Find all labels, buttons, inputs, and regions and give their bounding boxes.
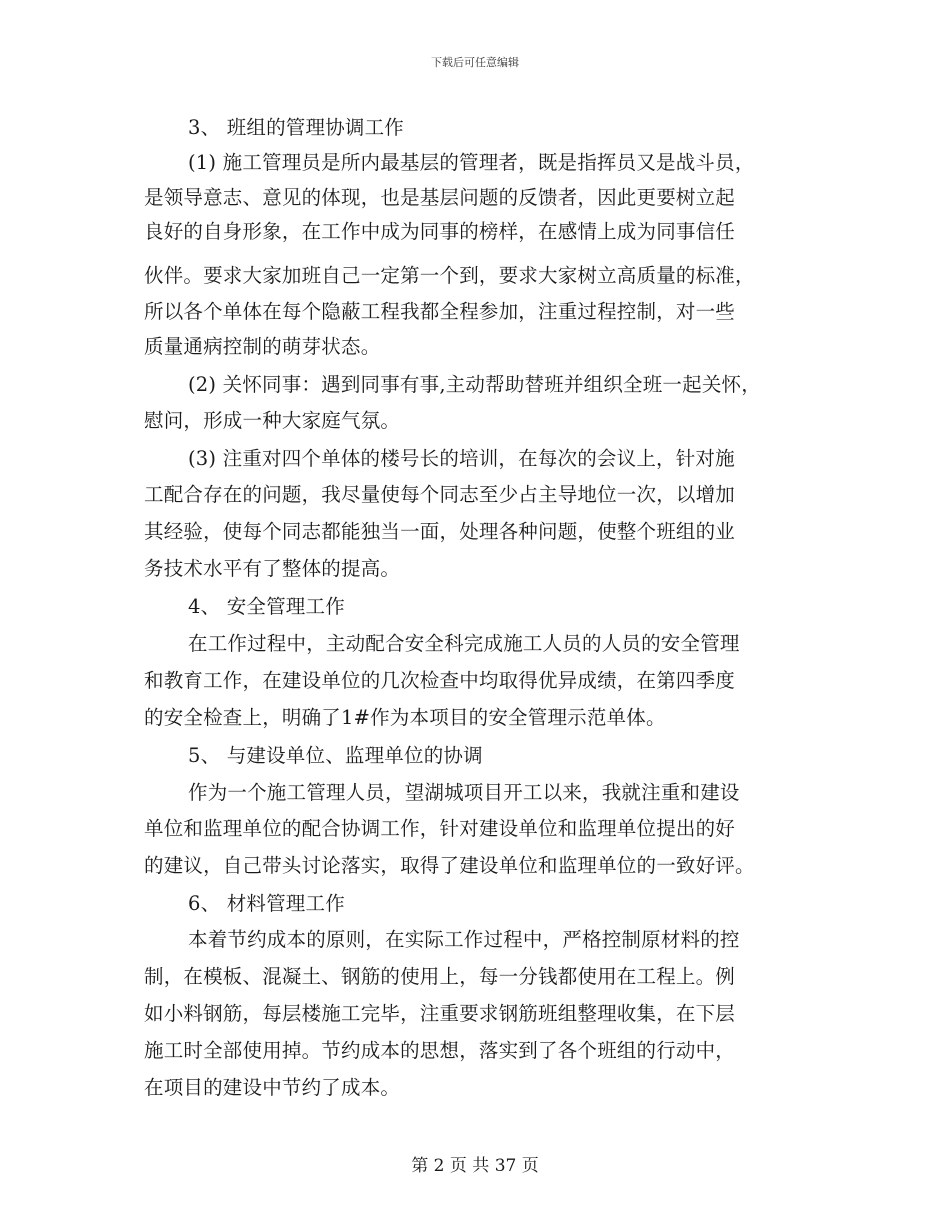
body-line: 如小料钢筋，每层楼施工完毕，注重要求钢筋班组整理收集，在下层 bbox=[144, 1002, 736, 1025]
body-line: (1) 施工管理员是所内最基层的管理者，既是指挥员又是战斗员， bbox=[188, 151, 755, 174]
body-line: 伙伴。要求大家加班自己一定第一个到，要求大家树立高质量的标准， bbox=[144, 264, 755, 287]
body-line: (2) 关怀同事：遇到同事有事,主动帮助替班并组织全班一起关怀， bbox=[188, 373, 761, 396]
heading-3: 3、 班组的管理协调工作 bbox=[188, 116, 405, 139]
body-line: 其经验，使每个同志都能独当一面，处理各种问题，使整个班组的业 bbox=[144, 520, 736, 543]
body-line: (3) 注重对四个单体的楼号长的培训，在每次的会议上，针对施 bbox=[188, 447, 735, 470]
heading-4: 4、 安全管理工作 bbox=[188, 595, 345, 618]
body-line: 所以各个单体在每个隐蔽工程我都全程参加，注重过程控制，对一些 bbox=[144, 300, 736, 323]
body-line: 是领导意志、意见的体现，也是基层问题的反馈者，因此更要树立起 bbox=[144, 186, 736, 209]
body-line: 的安全检查上，明确了1#作为本项目的安全管理示范单体。 bbox=[144, 706, 666, 729]
body-line: 良好的自身形象，在工作中成为同事的榜样，在感情上成为同事信任 bbox=[144, 220, 736, 243]
body-line: 在工作过程中，主动配合安全科完成施工人员的人员的安全管理 bbox=[188, 632, 740, 655]
heading-6: 6、 材料管理工作 bbox=[188, 892, 345, 915]
heading-5: 5、 与建设单位、监理单位的协调 bbox=[188, 744, 483, 767]
page-footer: 第 2 页 共 37 页 bbox=[411, 1156, 539, 1176]
page-header: 下载后可任意编辑 bbox=[431, 56, 519, 69]
body-line: 制，在模板、混凝土、钢筋的使用上，每一分钱都使用在工程上。例 bbox=[144, 965, 736, 988]
body-line: 务技术水平有了整体的提高。 bbox=[144, 557, 401, 580]
body-line: 的建议，自己带头讨论落实，取得了建设单位和监理单位的一致好评。 bbox=[144, 854, 755, 877]
body-line: 作为一个施工管理人员，望湖城项目开工以来，我就注重和建设 bbox=[188, 781, 740, 804]
body-line: 单位和监理单位的配合协调工作，针对建设单位和监理单位提出的好 bbox=[144, 817, 736, 840]
body-line: 在项目的建设中节约了成本。 bbox=[144, 1076, 401, 1099]
body-line: 和教育工作，在建设单位的几次检查中均取得优异成绩，在第四季度 bbox=[144, 669, 736, 692]
body-line: 工配合存在的问题，我尽量使每个同志至少占主导地位一次，以增加 bbox=[144, 483, 736, 506]
body-line: 施工时全部使用掉。节约成本的思想，落实到了各个班组的行动中， bbox=[144, 1039, 736, 1062]
body-line: 本着节约成本的原则，在实际工作过程中，严格控制原材料的控 bbox=[188, 928, 740, 951]
body-line: 慰问，形成一种大家庭气氛。 bbox=[144, 409, 401, 432]
body-line: 质量通病控制的萌芽状态。 bbox=[144, 335, 381, 358]
